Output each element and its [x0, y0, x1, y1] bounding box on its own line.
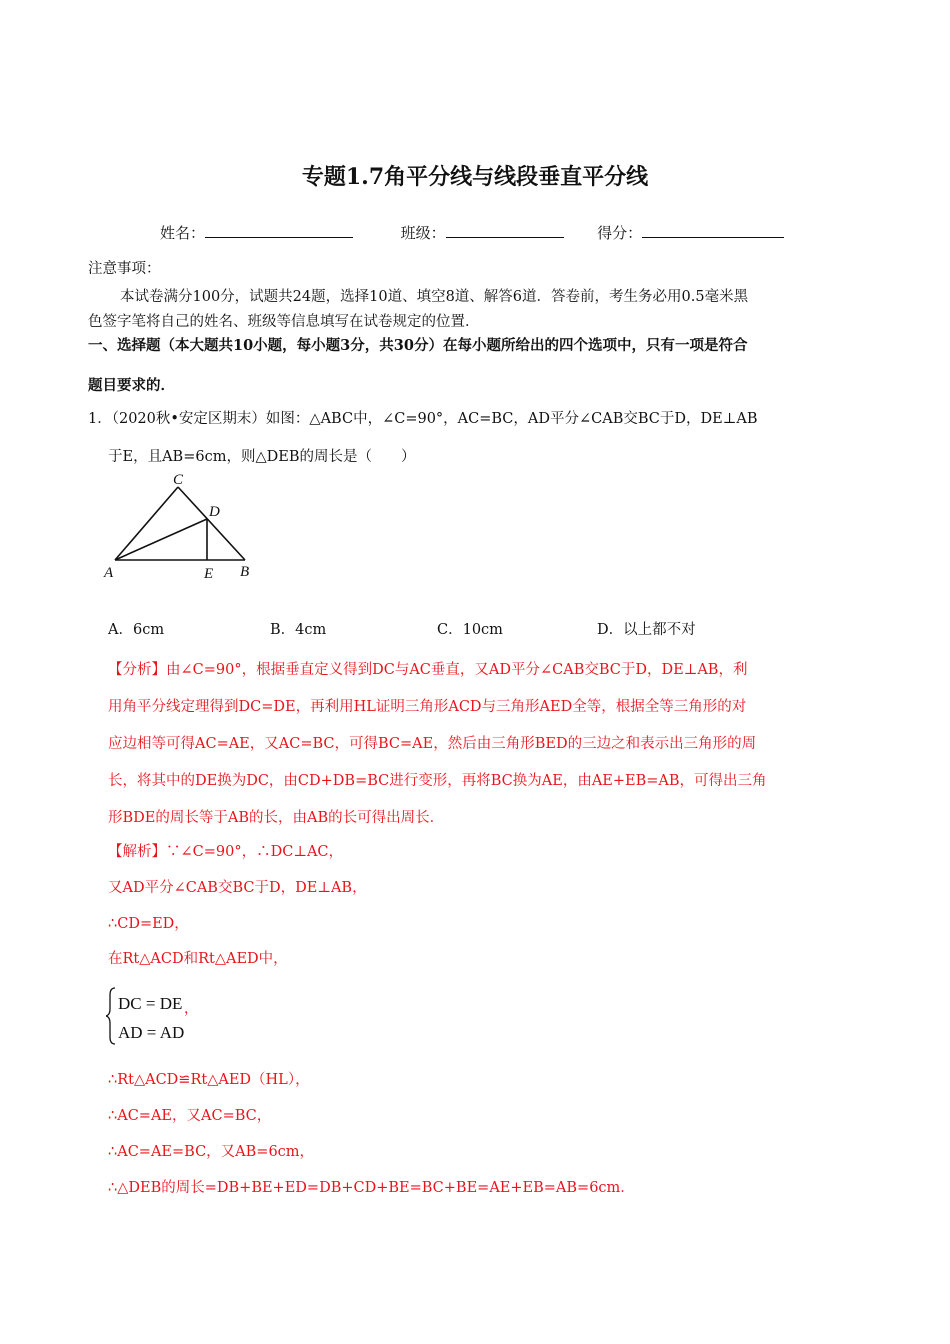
solution-line-7: ∴AC=AE=BC，又AB=6cm，: [108, 1144, 315, 1160]
page-title: 专题1.7角平分线与线段垂直平分线: [301, 164, 649, 190]
analysis-line-4: 长，将其中的DE换为DC，由CD+DB=BC进行变形，再将BC换为AE，由AE+EB=AB，可得出三角: [108, 773, 767, 789]
analysis-label: 【分析】: [108, 662, 166, 678]
solution-line-5: ∴Rt△ACD≌Rt△AED（HL），: [108, 1072, 310, 1088]
analysis-line-2: 用角平分线定理得到DC=DE，再利用HL证明三角形ACD与三角形AED全等，根据全等三角形的对: [108, 699, 747, 715]
label-b: B: [240, 564, 250, 580]
name-label: 姓名：: [160, 224, 206, 242]
label-e: E: [204, 566, 214, 582]
class-label: 班级：: [400, 224, 446, 242]
solution-line-6: ∴AC=AE，又AC=BC，: [108, 1108, 272, 1124]
analysis-line-3: 应边相等可得AC=AE，又AC=BC，可得BC=AE，然后由三角形BED的三边之和表示出三角形的周: [108, 736, 757, 752]
question-1-line-1: 1．（2020秋•安定区期末）如图：△ABC中，∠C=90°，AC=BC，AD平分∠CAB交BC于D，DE⊥AB: [88, 411, 758, 427]
solution-line-3: ∴CD=ED，: [108, 916, 189, 932]
system-eq-2: AD = AD: [118, 1023, 185, 1042]
section-heading-line-2: 题目要求的．: [88, 377, 175, 394]
option-c[interactable]: C．10cm: [437, 622, 503, 638]
option-d[interactable]: D．以上都不对: [597, 622, 696, 638]
notes-heading: 注意事项：: [88, 261, 161, 277]
class-blank[interactable]: [446, 223, 564, 238]
solution-line-1: [108, 840, 343, 861]
equation-system: [106, 985, 206, 1047]
triangle-figure: [100, 470, 260, 582]
system-comma: ，: [184, 1001, 198, 1017]
segment-ad: [115, 519, 207, 560]
score-blank[interactable]: [642, 223, 784, 238]
segment-ac: [115, 487, 178, 560]
analysis-line-1: 由∠C=90°，根据垂直定义得到DC与AC垂直，又AD平分∠CAB交BC于D，DE⊥AB，利: [166, 662, 748, 678]
solution-text-1: ∵∠C=90°，∴DC⊥AC，: [166, 844, 344, 860]
solution-label: 【解析】: [108, 844, 166, 860]
left-brace: [106, 988, 115, 1044]
label-d: D: [209, 504, 220, 520]
section-heading-line-1: 一、选择题（本大题共10小题，每小题3分，共30分）在每小题所给出的四个选项中，只有一项是符合: [88, 337, 748, 354]
score-label: 得分：: [597, 224, 643, 242]
name-blank[interactable]: [205, 223, 353, 238]
label-c: C: [173, 472, 184, 488]
label-a: A: [104, 565, 114, 581]
solution-line-2: 又AD平分∠CAB交BC于D，DE⊥AB，: [108, 880, 367, 896]
solution-line-8: ∴△DEB的周长=DB+BE+ED=DB+CD+BE=BC+BE=AE+EB=AB=6cm．: [108, 1180, 635, 1196]
option-b[interactable]: B．4cm: [270, 622, 327, 638]
segment-cb: [178, 487, 245, 560]
notes-line-2: 色签字笔将自己的姓名、班级等信息填写在试卷规定的位置．: [88, 314, 480, 330]
system-eq-1: DC = DE: [118, 994, 183, 1013]
analysis-block: [108, 652, 868, 837]
notes-line-1: 本试卷满分100分，试题共24题，选择10道、填空8道、解答6道．答卷前，考生务必用0.5毫米黑: [120, 289, 749, 305]
solution-line-4: 在Rt△ACD和Rt△AED中，: [108, 951, 288, 967]
student-info-row: [160, 222, 784, 243]
analysis-line-5: 形BDE的周长等于AB的长，由AB的长可得出周长．: [108, 810, 445, 826]
option-a[interactable]: A．6cm: [108, 622, 165, 638]
question-1-line-2: 于E，且AB=6cm，则△DEB的周长是（ ）: [108, 449, 416, 465]
